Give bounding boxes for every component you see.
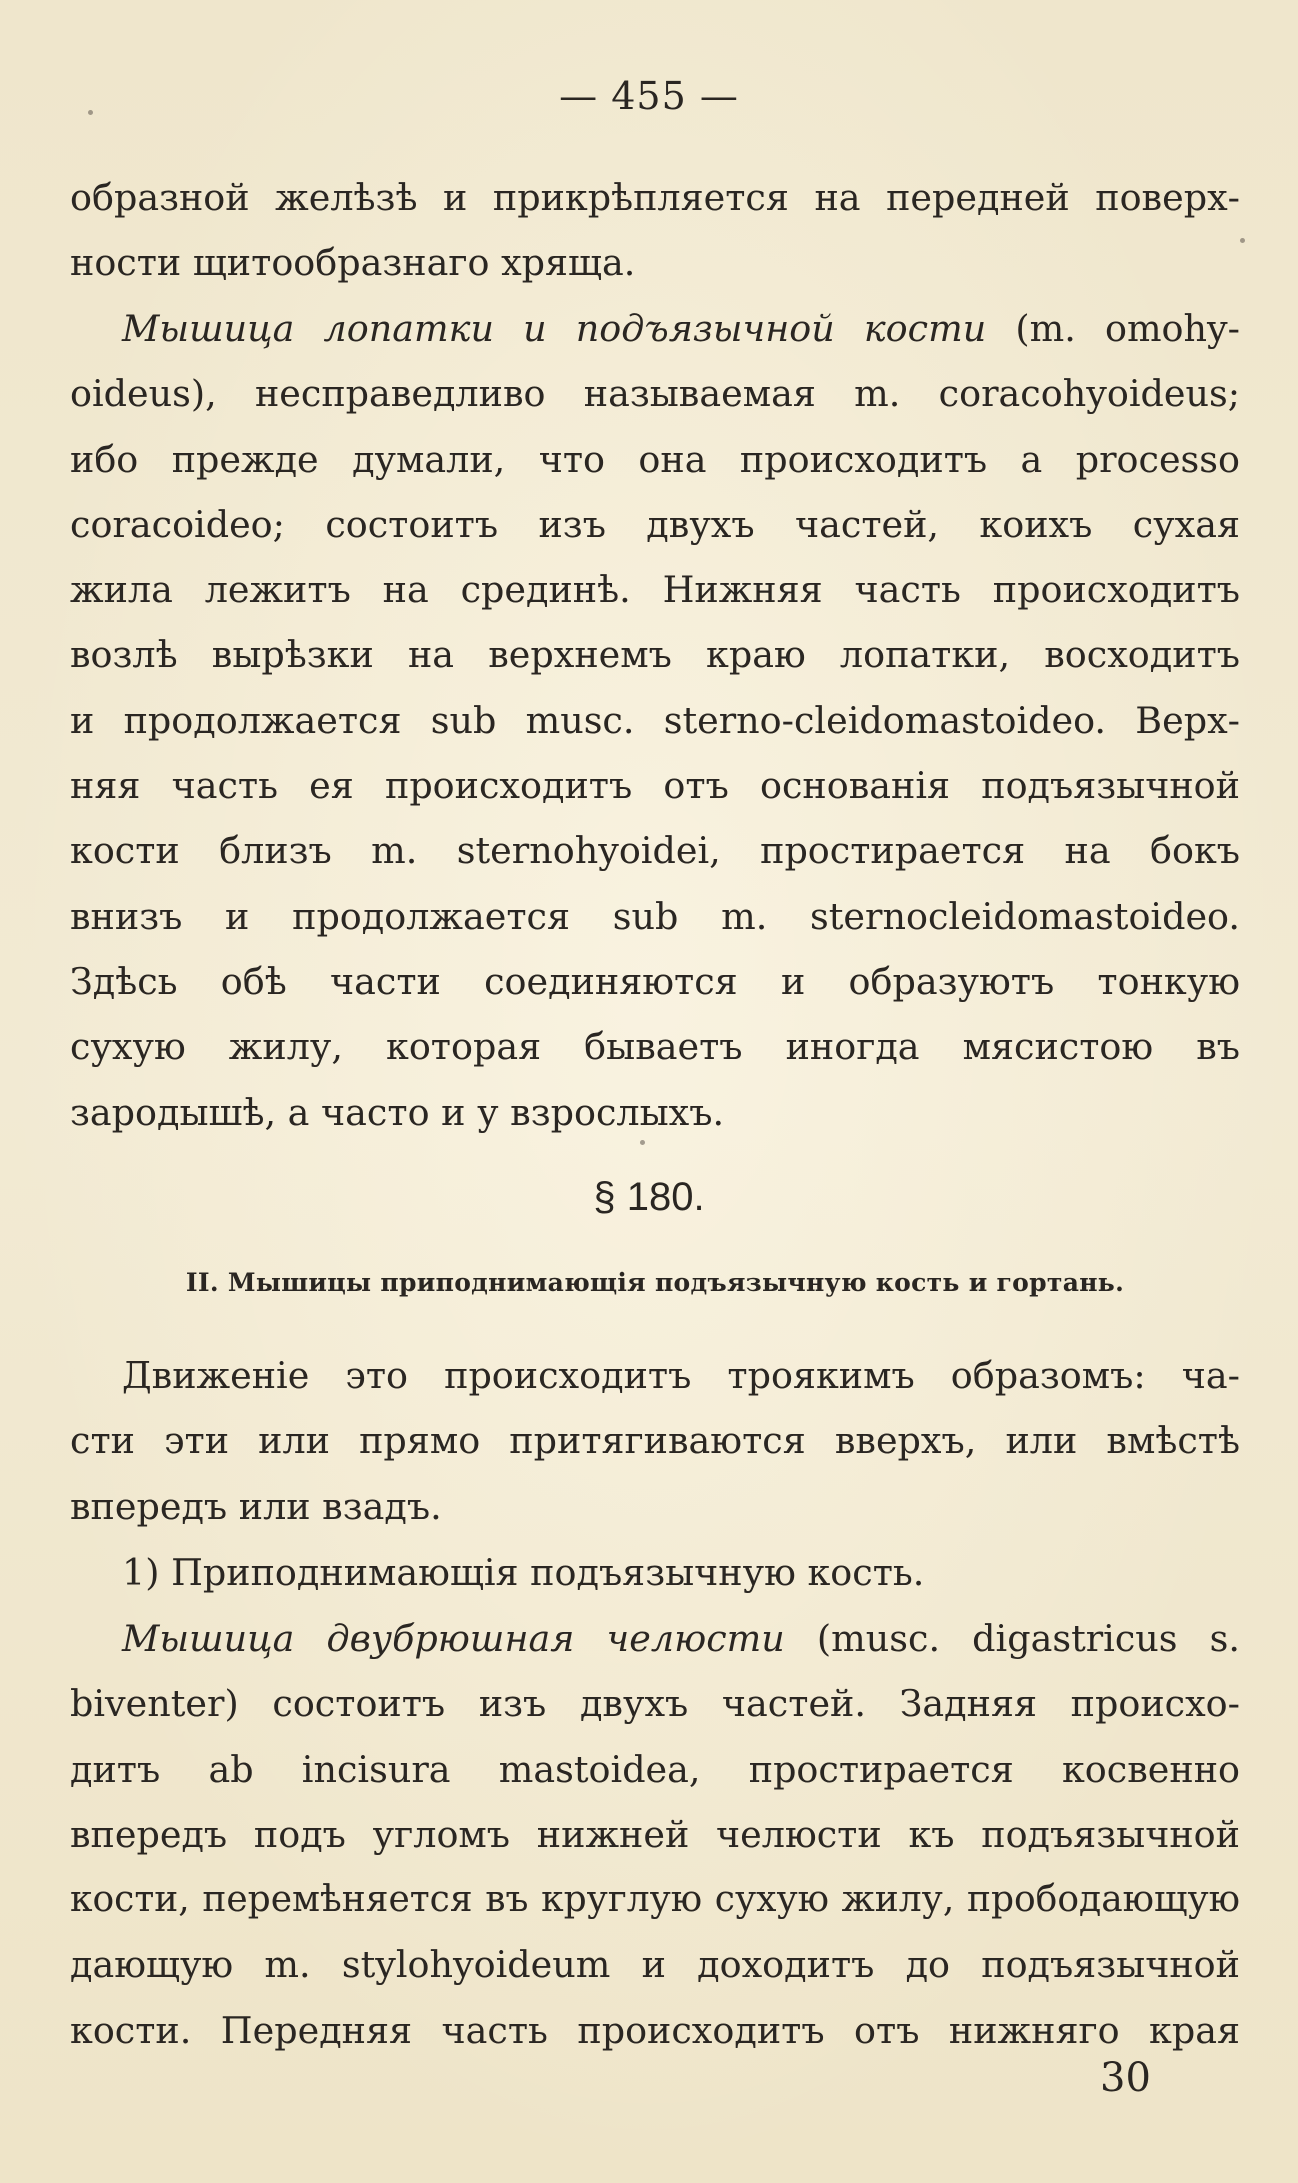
text-line: ности щитообразнаго хряща. <box>70 241 636 285</box>
text-fragment: (musc. digastricus s. <box>784 1617 1240 1660</box>
text-line: ибо прежде думали, что она происходитъ a processo <box>70 437 1240 481</box>
text-line: дающую m. stylohyoideum и доходитъ до подъязычной <box>70 1943 1240 1987</box>
page-header: — 455 — <box>559 74 739 118</box>
text-line: и продолжается sub musc. sterno-cleidomastoideo. Верх- <box>70 698 1240 742</box>
text-line: няя часть ея происходитъ отъ основанія подъязычной <box>70 764 1240 808</box>
text-line: сухую жилу, которая бываетъ иногда мясистою въ <box>70 1025 1240 1069</box>
text-line: coracoideo; состоитъ изъ двухъ частей, коихъ сухая <box>70 502 1240 546</box>
text-line: Движеніе это происходитъ троякимъ образомъ: ча- <box>122 1354 1240 1397</box>
paragraph-continuation <box>70 165 1240 296</box>
text-line: внизъ и продолжается sub m. sternocleidomastoideo. <box>70 894 1240 938</box>
list-item-heading <box>70 1540 1240 1605</box>
text-line: oideus), несправедливо называемая m. coracohyoideus; <box>70 372 1240 416</box>
text-line: образной желѣзѣ и прикрѣпляется на передней поверх- <box>70 176 1240 219</box>
paper-speck <box>88 110 93 115</box>
text-line: Здѣсь обѣ части соединяются и образуютъ тонкую <box>70 959 1240 1003</box>
paragraph-movement <box>70 1343 1240 1539</box>
text-fragment: (m. omohy- <box>986 307 1240 350</box>
paper-speck <box>1240 238 1245 243</box>
text-line: biventer) состоитъ изъ двухъ частей. Задняя происхо- <box>70 1682 1240 1726</box>
text-line: жила лежитъ на срединѣ. Нижняя часть происходитъ <box>70 568 1240 612</box>
text-line: сти эти или прямо притягиваются вверхъ, или вмѣстѣ <box>70 1419 1240 1463</box>
text-line: 1) Приподнимающія подъязычную кость. <box>122 1551 925 1594</box>
text-line: кости. Передняя часть происходитъ отъ нижняго края <box>70 2008 1240 2052</box>
signature-mark: 30 <box>1100 2055 1151 2101</box>
text-line: дитъ ab incisura mastoidea, простирается косвенно <box>70 1747 1240 1791</box>
text-line <box>70 1606 1240 1671</box>
text-line: возлѣ вырѣзки на верхнемъ краю лопатки, восходитъ <box>70 633 1240 677</box>
text-line: впередъ подъ угломъ нижней челюсти къ подъязычной <box>70 1812 1240 1856</box>
section-subheading: II. Мышицы приподнимающія подъязычную кость и гортань. <box>185 1268 1125 1297</box>
text-line <box>70 296 1240 361</box>
paragraph-omohyoideus <box>70 296 1240 1145</box>
paragraph-digastricus <box>70 1606 1240 2063</box>
section-number: § 180. <box>593 1175 705 1219</box>
muscle-name-italic: Мышица двубрюшная челюсти <box>122 1617 785 1660</box>
text-line: кости, перемѣняется въ круглую сухую жилу, прободающую <box>70 1879 1240 1921</box>
text-line: кости близъ m. sternohyoidei, простирается на бокъ <box>70 829 1240 873</box>
muscle-name-italic: Мышица лопатки и подъязычной кости <box>122 307 987 350</box>
paper-speck <box>640 1140 645 1145</box>
text-line: впередъ или взадъ. <box>70 1484 442 1528</box>
text-line: зародышѣ, а часто и у взрослыхъ. <box>70 1090 725 1134</box>
